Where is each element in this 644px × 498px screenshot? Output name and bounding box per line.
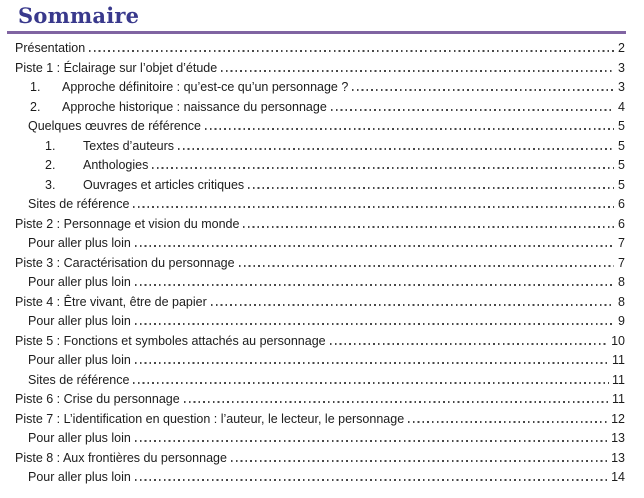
toc-entry[interactable] <box>15 217 625 237</box>
toc-entry-page: 5 <box>618 158 625 172</box>
toc-entry-page: 6 <box>618 216 625 231</box>
toc-entry[interactable] <box>15 139 625 159</box>
toc-entry-label: Approche définitoire : qu’est-ce qu’un personnage ? <box>62 80 349 94</box>
toc-entry-label: Pour aller plus loin <box>28 314 131 328</box>
toc-entry[interactable] <box>15 334 625 354</box>
toc-entry[interactable] <box>15 314 625 334</box>
toc-entry-page: 11 <box>612 372 625 387</box>
toc-entry[interactable] <box>15 197 625 217</box>
toc-entry[interactable] <box>15 61 625 81</box>
dot-leader <box>178 148 614 150</box>
dot-leader <box>231 460 608 462</box>
toc-entry-label: Pour aller plus loin <box>28 470 131 484</box>
title-underline <box>7 31 626 34</box>
toc-entry[interactable] <box>15 119 625 139</box>
toc-entry-label: Textes d’auteurs <box>83 138 175 153</box>
toc-entry-page: 12 <box>611 411 625 426</box>
toc-entry[interactable] <box>15 178 625 198</box>
toc-entry-page: 3 <box>618 80 625 94</box>
toc-entry-label: Pour aller plus loin <box>28 275 131 289</box>
toc-entry[interactable] <box>15 80 625 100</box>
toc-entry-label: Piste 3 : Caractérisation du personnage <box>15 255 235 270</box>
dot-leader <box>152 167 614 169</box>
toc-entry-label: Sites de référence <box>28 197 130 211</box>
toc-entry-label: Approche historique : naissance du personnage <box>62 99 327 114</box>
toc-entry-label: Piste 7 : L’identification en question : l’auteur, le lecteur, le personnage <box>15 411 405 426</box>
dot-leader <box>135 284 614 286</box>
dot-leader <box>248 187 614 189</box>
toc-entry-page: 3 <box>618 60 625 75</box>
dot-leader <box>330 343 608 345</box>
toc-entry-page: 11 <box>612 353 625 367</box>
page-title: Sommaire <box>18 3 140 28</box>
toc-entry-label: Sites de référence <box>28 372 130 387</box>
document-page <box>0 3 644 498</box>
dot-leader <box>408 421 608 423</box>
toc-entry-label: Quelques œuvres de référence <box>28 119 202 133</box>
toc-entry-page: 8 <box>618 275 625 289</box>
toc-entry-number: 2. <box>45 158 56 172</box>
toc-entry[interactable] <box>15 392 625 412</box>
toc-entry-page: 13 <box>611 431 625 445</box>
dot-leader <box>135 323 614 325</box>
dot-leader <box>221 70 614 72</box>
toc-entry-number: 2. <box>30 99 41 114</box>
dot-leader <box>135 362 609 364</box>
toc-entry-page: 7 <box>618 236 625 250</box>
toc-entry-page: 8 <box>618 294 625 309</box>
dot-leader <box>211 304 614 306</box>
dot-leader <box>133 206 614 208</box>
toc-entry[interactable] <box>15 100 625 120</box>
dot-leader <box>135 245 614 247</box>
dot-leader <box>205 128 614 130</box>
toc-entry-label: Piste 4 : Être vivant, être de papier <box>15 294 207 309</box>
dot-leader <box>243 226 614 228</box>
toc-entry-page: 5 <box>618 119 625 133</box>
dot-leader <box>331 109 614 111</box>
toc-entry[interactable] <box>15 158 625 178</box>
toc-entry-label: Pour aller plus loin <box>28 431 131 445</box>
toc-entry-label: Présentation <box>15 41 86 55</box>
toc-entry-label: Piste 1 : Éclairage sur l’objet d’étude <box>15 60 218 75</box>
toc-entry-page: 4 <box>618 99 625 114</box>
toc-entry[interactable] <box>15 275 625 295</box>
toc-entry-number: 1. <box>45 138 56 153</box>
toc-entry[interactable] <box>15 295 625 315</box>
toc-entry-page: 7 <box>618 255 625 270</box>
toc-entry-page: 5 <box>618 138 625 153</box>
toc-entry-label: Anthologies <box>83 158 149 172</box>
toc-entry-label: Pour aller plus loin <box>28 353 131 367</box>
toc-entry-label: Piste 5 : Fonctions et symboles attachés au personnage <box>15 333 326 348</box>
dot-leader <box>89 50 614 52</box>
toc-entry[interactable] <box>15 353 625 373</box>
toc-entry-page: 13 <box>611 450 625 465</box>
toc-entry-page: 5 <box>618 177 625 192</box>
toc-entry[interactable] <box>15 41 625 61</box>
toc-entry-page: 10 <box>611 333 625 348</box>
toc-entry[interactable] <box>15 470 625 490</box>
toc-entry[interactable] <box>15 431 625 451</box>
toc-entry-page: 6 <box>618 197 625 211</box>
dot-leader <box>135 479 608 481</box>
toc-entry-page: 11 <box>612 392 625 406</box>
dot-leader <box>135 440 608 442</box>
dot-leader <box>239 265 614 267</box>
toc-entry[interactable] <box>15 256 625 276</box>
toc-entry[interactable] <box>15 373 625 393</box>
toc-entry-page: 2 <box>618 41 625 55</box>
toc-entry[interactable] <box>15 451 625 471</box>
toc-entry-number: 1. <box>30 80 41 94</box>
dot-leader <box>133 382 609 384</box>
dot-leader <box>352 89 614 91</box>
toc-entry[interactable] <box>15 236 625 256</box>
toc-entry-page: 9 <box>618 314 625 328</box>
toc-entry-label: Piste 2 : Personnage et vision du monde <box>15 216 240 231</box>
toc-entry-label: Ouvrages et articles critiques <box>83 177 245 192</box>
dot-leader <box>184 401 609 403</box>
toc-entry-label: Piste 6 : Crise du personnage <box>15 392 180 406</box>
toc-entry[interactable] <box>15 412 625 432</box>
toc-entry-number: 3. <box>45 177 56 192</box>
table-of-contents <box>0 41 644 490</box>
toc-entry-label: Pour aller plus loin <box>28 236 131 250</box>
toc-entry-label: Piste 8 : Aux frontières du personnage <box>15 450 227 465</box>
toc-entry-page: 14 <box>611 470 625 484</box>
